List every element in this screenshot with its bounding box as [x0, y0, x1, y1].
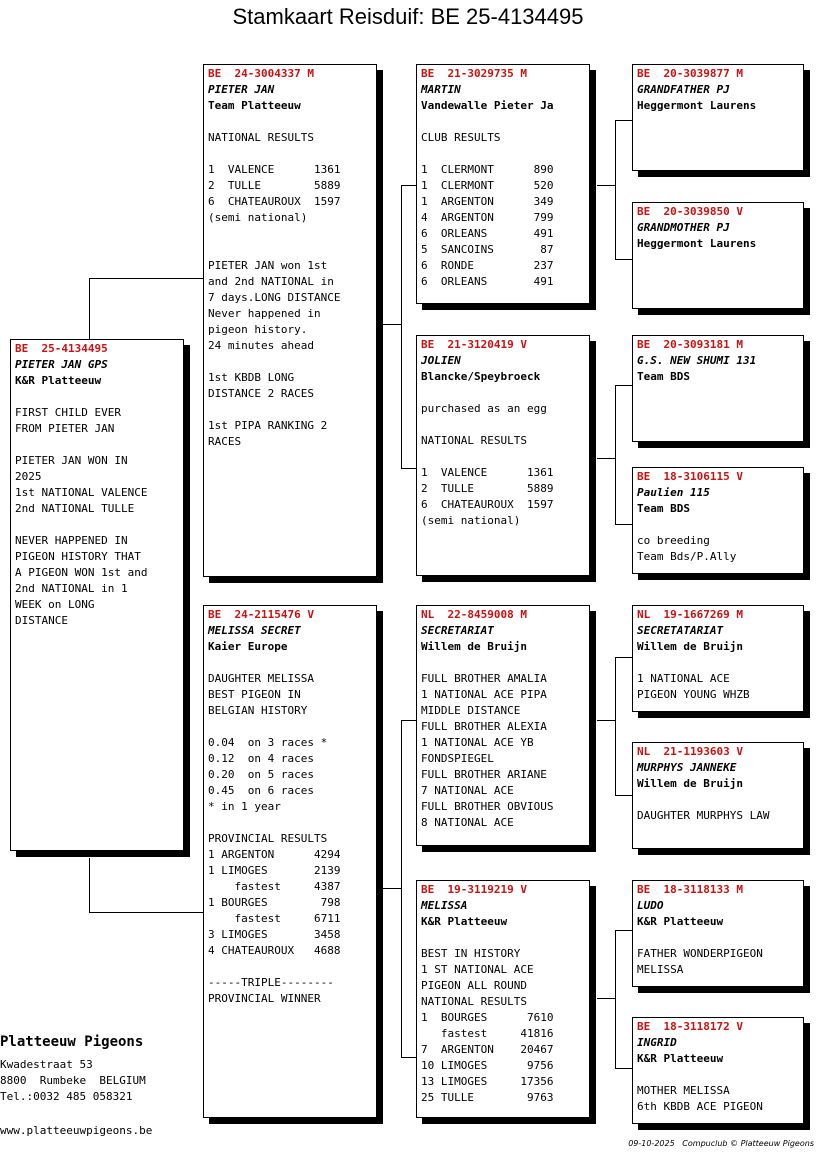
card-ff-mother — [632, 202, 804, 309]
breeder-name: Team BDS — [637, 502, 690, 515]
info-line: 2nd NATIONAL in 1 — [15, 582, 128, 595]
card-mf-mother — [632, 742, 804, 849]
ring-number: BE 18-3106115 V — [637, 470, 743, 483]
info-line: FULL BROTHER AMALIA — [421, 672, 547, 685]
info-line: 1 CLERMONT 890 — [421, 163, 554, 176]
info-line: 1 LIMOGES 2139 — [208, 864, 341, 877]
info-line: pigeon history. — [208, 323, 308, 336]
info-line: PIGEON HISTORY THAT — [15, 550, 141, 563]
card-mm-mother — [632, 1017, 804, 1124]
info-line: CLUB RESULTS — [421, 131, 501, 144]
ring-number: BE 21-3120419 V — [421, 338, 527, 351]
breeder-name: Team BDS — [637, 370, 690, 383]
info-line: 1st NATIONAL VALENCE — [15, 486, 148, 499]
info-line — [15, 437, 183, 453]
card-father-father — [416, 64, 590, 304]
info-line: 1 NATIONAL ACE — [637, 672, 730, 685]
pigeon-name: MURPHYS JANNEKE — [637, 761, 737, 774]
info-line: DISTANCE — [15, 614, 68, 627]
info-line: FIRST CHILD EVER — [15, 406, 121, 419]
info-line — [208, 719, 376, 735]
ring-number: BE 19-3119219 V — [421, 883, 527, 896]
card-father-mother — [416, 335, 590, 576]
info-line — [637, 655, 803, 671]
breeder-name: K&R Platteeuw — [15, 374, 102, 387]
info-line: 4 ARGENTON 799 — [421, 211, 554, 224]
card-ff-father — [632, 64, 804, 171]
connector-mf-mid — [597, 720, 615, 721]
info-line: 1 BOURGES 7610 — [421, 1011, 554, 1024]
info-line: PROVINCIAL RESULTS — [208, 832, 328, 845]
info-line: PIGEON ALL ROUND — [421, 979, 527, 992]
info-line — [208, 959, 376, 975]
company-website[interactable]: www.platteeuwpigeons.be — [0, 1124, 153, 1137]
info-line: NATIONAL RESULTS — [421, 434, 527, 447]
card-mother-father — [416, 605, 590, 846]
info-line: FROM PIETER JAN — [15, 422, 115, 435]
info-line: 4 CHATEAUROUX 4688 — [208, 944, 341, 957]
breeder-name: Blancke/Speybroeck — [421, 370, 541, 383]
ring-number: BE 20-3039850 V — [637, 205, 743, 218]
info-line: and 2nd NATIONAL in — [208, 275, 334, 288]
pigeon-name: MELISSA SECRET — [208, 624, 301, 637]
info-line: 1 VALENCE 1361 — [208, 163, 341, 176]
info-line: 2 TULLE 5889 — [421, 482, 554, 495]
info-line: (semi national) — [208, 211, 308, 224]
info-line: 2 TULLE 5889 — [208, 179, 341, 192]
info-line: DISTANCE 2 RACES — [208, 387, 314, 400]
connector-mother-mid — [383, 888, 401, 889]
ring-number: BE 25-4134495 — [15, 342, 108, 355]
info-line: fastest 41816 — [421, 1027, 554, 1040]
info-line: 6 RONDE 237 — [421, 259, 554, 272]
info-line: NATIONAL RESULTS — [421, 995, 527, 1008]
card-father — [203, 64, 377, 577]
ring-number: BE 18-3118133 M — [637, 883, 743, 896]
connector-mm-parents — [615, 930, 633, 1069]
info-line: 1 VALENCE 1361 — [421, 466, 554, 479]
info-line — [15, 389, 183, 405]
info-line: FATHER WONDERPIGEON — [637, 947, 763, 960]
info-line: A PIGEON WON 1st and — [15, 566, 148, 579]
info-line: 0.04 on 3 races * — [208, 736, 328, 749]
ring-number: BE 24-3004337 M — [208, 67, 314, 80]
info-line — [15, 517, 183, 533]
info-line: FULL BROTHER ARIANE — [421, 768, 547, 781]
info-line — [208, 655, 376, 671]
info-line: WEEK on LONG — [15, 598, 95, 611]
info-line: 8 NATIONAL ACE — [421, 816, 514, 829]
info-line: BEST IN HISTORY — [421, 947, 521, 960]
breeder-name: Vandewalle Pieter Ja — [421, 99, 554, 112]
ring-number: BE 21-3029735 M — [421, 67, 527, 80]
ring-number: BE 18-3118172 V — [637, 1020, 743, 1033]
info-line — [637, 930, 803, 946]
info-line: MIDDLE DISTANCE — [421, 704, 521, 717]
info-line: 1st PIPA RANKING 2 — [208, 419, 328, 432]
breeder-name: Heggermont Laurens — [637, 99, 757, 112]
info-line: 7 ARGENTON 20467 — [421, 1043, 554, 1056]
ring-number: BE 20-3093181 M — [637, 338, 743, 351]
info-line: 1st KBDB LONG — [208, 371, 295, 384]
info-line: 0.20 on 5 races — [208, 768, 314, 781]
info-line — [421, 655, 589, 671]
pigeon-name: PIETER JAN — [208, 83, 275, 96]
card-fm-mother — [632, 467, 804, 574]
info-line: fastest 4387 — [208, 880, 341, 893]
info-line — [637, 792, 803, 808]
pigeon-name: GRANDMOTHER PJ — [637, 221, 730, 234]
ring-number: BE 20-3039877 M — [637, 67, 743, 80]
info-line: 1 NATIONAL ACE YB — [421, 736, 534, 749]
info-line: 1 CLERMONT 520 — [421, 179, 554, 192]
pigeon-name: GRANDFATHER PJ — [637, 83, 730, 96]
info-line: FULL BROTHER ALEXIA — [421, 720, 547, 733]
info-line: 13 LIMOGES 17356 — [421, 1075, 554, 1088]
info-line: fastest 6711 — [208, 912, 341, 925]
connector-father-mid — [383, 324, 401, 325]
company-street: Kwadestraat 53 — [0, 1058, 93, 1071]
info-line — [208, 815, 376, 831]
company-name: Platteeuw Pigeons — [0, 1034, 144, 1050]
pigeon-name: LUDO — [637, 899, 664, 912]
ring-number: NL 22-8459008 M — [421, 608, 527, 621]
ring-number: NL 19-1667269 M — [637, 608, 743, 621]
info-line: -----TRIPLE-------- — [208, 976, 334, 989]
info-line: FULL BROTHER OBVIOUS — [421, 800, 554, 813]
card-subject — [10, 339, 184, 851]
info-line: 3 LIMOGES 3458 — [208, 928, 341, 941]
info-line: Never happened in — [208, 307, 321, 320]
pigeon-name: MELISSA — [421, 899, 468, 912]
company-phone: Tel.:0032 485 058321 — [0, 1090, 133, 1103]
pigeon-name: MARTIN — [421, 83, 461, 96]
info-line: BEST PIGEON IN — [208, 688, 301, 701]
info-line: PROVINCIAL WINNER — [208, 992, 321, 1005]
pigeon-name: SECRETARIAT — [421, 624, 494, 637]
info-line — [208, 146, 376, 162]
card-mother-mother — [416, 880, 590, 1118]
ring-number: BE 24-2115476 V — [208, 608, 314, 621]
info-line — [208, 114, 376, 130]
breeder-name: Team Platteeuw — [208, 99, 301, 112]
info-line: RACES — [208, 435, 242, 448]
breeder-name: Kaier Europe — [208, 640, 288, 653]
info-line — [421, 930, 589, 946]
connector-subject-father — [89, 278, 204, 341]
breeder-name: Heggermont Laurens — [637, 237, 757, 250]
info-line: (semi national) — [421, 514, 521, 527]
info-line: 6 ORLEANS 491 — [421, 227, 554, 240]
info-line: 24 minutes ahead — [208, 339, 314, 352]
info-line: 10 LIMOGES 9756 — [421, 1059, 554, 1072]
ring-number: NL 21-1193603 V — [637, 745, 743, 758]
card-mother — [203, 605, 377, 1118]
info-line: 6 CHATEAUROUX 1597 — [421, 498, 554, 511]
info-line — [637, 1067, 803, 1083]
info-line: 6th KBDB ACE PIGEON — [637, 1100, 763, 1113]
info-line: PIETER JAN WON IN — [15, 454, 128, 467]
info-line: purchased as an egg — [421, 402, 547, 415]
info-line — [421, 114, 589, 130]
pigeon-name: INGRID — [637, 1036, 677, 1049]
connector-fm-mid — [597, 458, 615, 459]
connector-ff-parents — [615, 120, 633, 260]
connector-mm-mid — [597, 998, 615, 999]
info-line: 1 ARGENTON 4294 — [208, 848, 341, 861]
breeder-name: K&R Platteeuw — [637, 1052, 724, 1065]
info-line — [421, 385, 589, 401]
info-line: Team Bds/P.Ally — [637, 550, 737, 563]
info-line: 1 ST NATIONAL ACE — [421, 963, 534, 976]
info-line: 6 ORLEANS 491 — [421, 275, 554, 288]
info-line: 6 CHATEAUROUX 1597 — [208, 195, 341, 208]
company-city: 8800 Rumbeke BELGIUM — [0, 1074, 146, 1087]
print-credits: 09-10-2025 Compuclub © Platteeuw Pigeons — [628, 1139, 814, 1148]
info-line — [208, 402, 376, 418]
info-line: 2nd NATIONAL TULLE — [15, 502, 135, 515]
info-line: NATIONAL RESULTS — [208, 131, 314, 144]
info-line: 0.45 on 6 races — [208, 784, 314, 797]
info-line: * in 1 year — [208, 800, 281, 813]
info-line: BELGIAN HISTORY — [208, 704, 308, 717]
pigeon-name: G.S. NEW SHUMI 131 — [637, 354, 757, 367]
info-line: 1 BOURGES 798 — [208, 896, 341, 909]
info-line: 7 NATIONAL ACE — [421, 784, 514, 797]
info-line — [208, 226, 376, 242]
connector-father-ff — [401, 185, 417, 469]
pigeon-name: PIETER JAN GPS — [15, 358, 108, 371]
breeder-name: Willem de Bruijn — [421, 640, 527, 653]
breeder-name: Willem de Bruijn — [637, 777, 743, 790]
info-line: co breeding — [637, 534, 710, 547]
card-mm-father — [632, 880, 804, 987]
info-line: DAUGHTER MELISSA — [208, 672, 314, 685]
card-fm-father — [632, 335, 804, 442]
connector-mf-parents — [615, 657, 633, 796]
breeder-name: K&R Platteeuw — [637, 915, 724, 928]
info-line: DAUGHTER MURPHYS LAW — [637, 809, 770, 822]
info-line: 5 SANCOINS 87 — [421, 243, 554, 256]
info-line: NEVER HAPPENED IN — [15, 534, 128, 547]
info-line — [208, 242, 376, 258]
info-line: 1 NATIONAL ACE PIPA — [421, 688, 547, 701]
page-title: Stamkaart Reisduif: BE 25-4134495 — [232, 4, 584, 29]
info-line: MOTHER MELISSA — [637, 1084, 730, 1097]
pigeon-name: JOLIEN — [421, 354, 461, 367]
info-line: MELISSA — [637, 963, 684, 976]
info-line: 2025 — [15, 470, 42, 483]
connector-ff-mid — [597, 185, 615, 186]
breeder-name: Willem de Bruijn — [637, 640, 743, 653]
connector-subject-mother — [89, 858, 204, 913]
info-line — [637, 517, 803, 533]
info-line: PIGEON YOUNG WHZB — [637, 688, 750, 701]
info-line: 7 days.LONG DISTANCE — [208, 291, 341, 304]
info-line — [421, 417, 589, 433]
card-mf-father — [632, 605, 804, 712]
info-line: PIETER JAN won 1st — [208, 259, 328, 272]
connector-fm-parents — [615, 385, 633, 525]
info-line — [208, 354, 376, 370]
pigeon-name: Paulien 115 — [637, 486, 710, 499]
info-line — [421, 146, 589, 162]
pigeon-name: SECRETATARIAT — [637, 624, 724, 637]
connector-mother-mf — [401, 720, 417, 1058]
info-line — [421, 449, 589, 465]
breeder-name: K&R Platteeuw — [421, 915, 508, 928]
info-line: 0.12 on 4 races — [208, 752, 314, 765]
info-line: 1 ARGENTON 349 — [421, 195, 554, 208]
info-line: 25 TULLE 9763 — [421, 1091, 554, 1104]
info-line: FONDSPIEGEL — [421, 752, 494, 765]
